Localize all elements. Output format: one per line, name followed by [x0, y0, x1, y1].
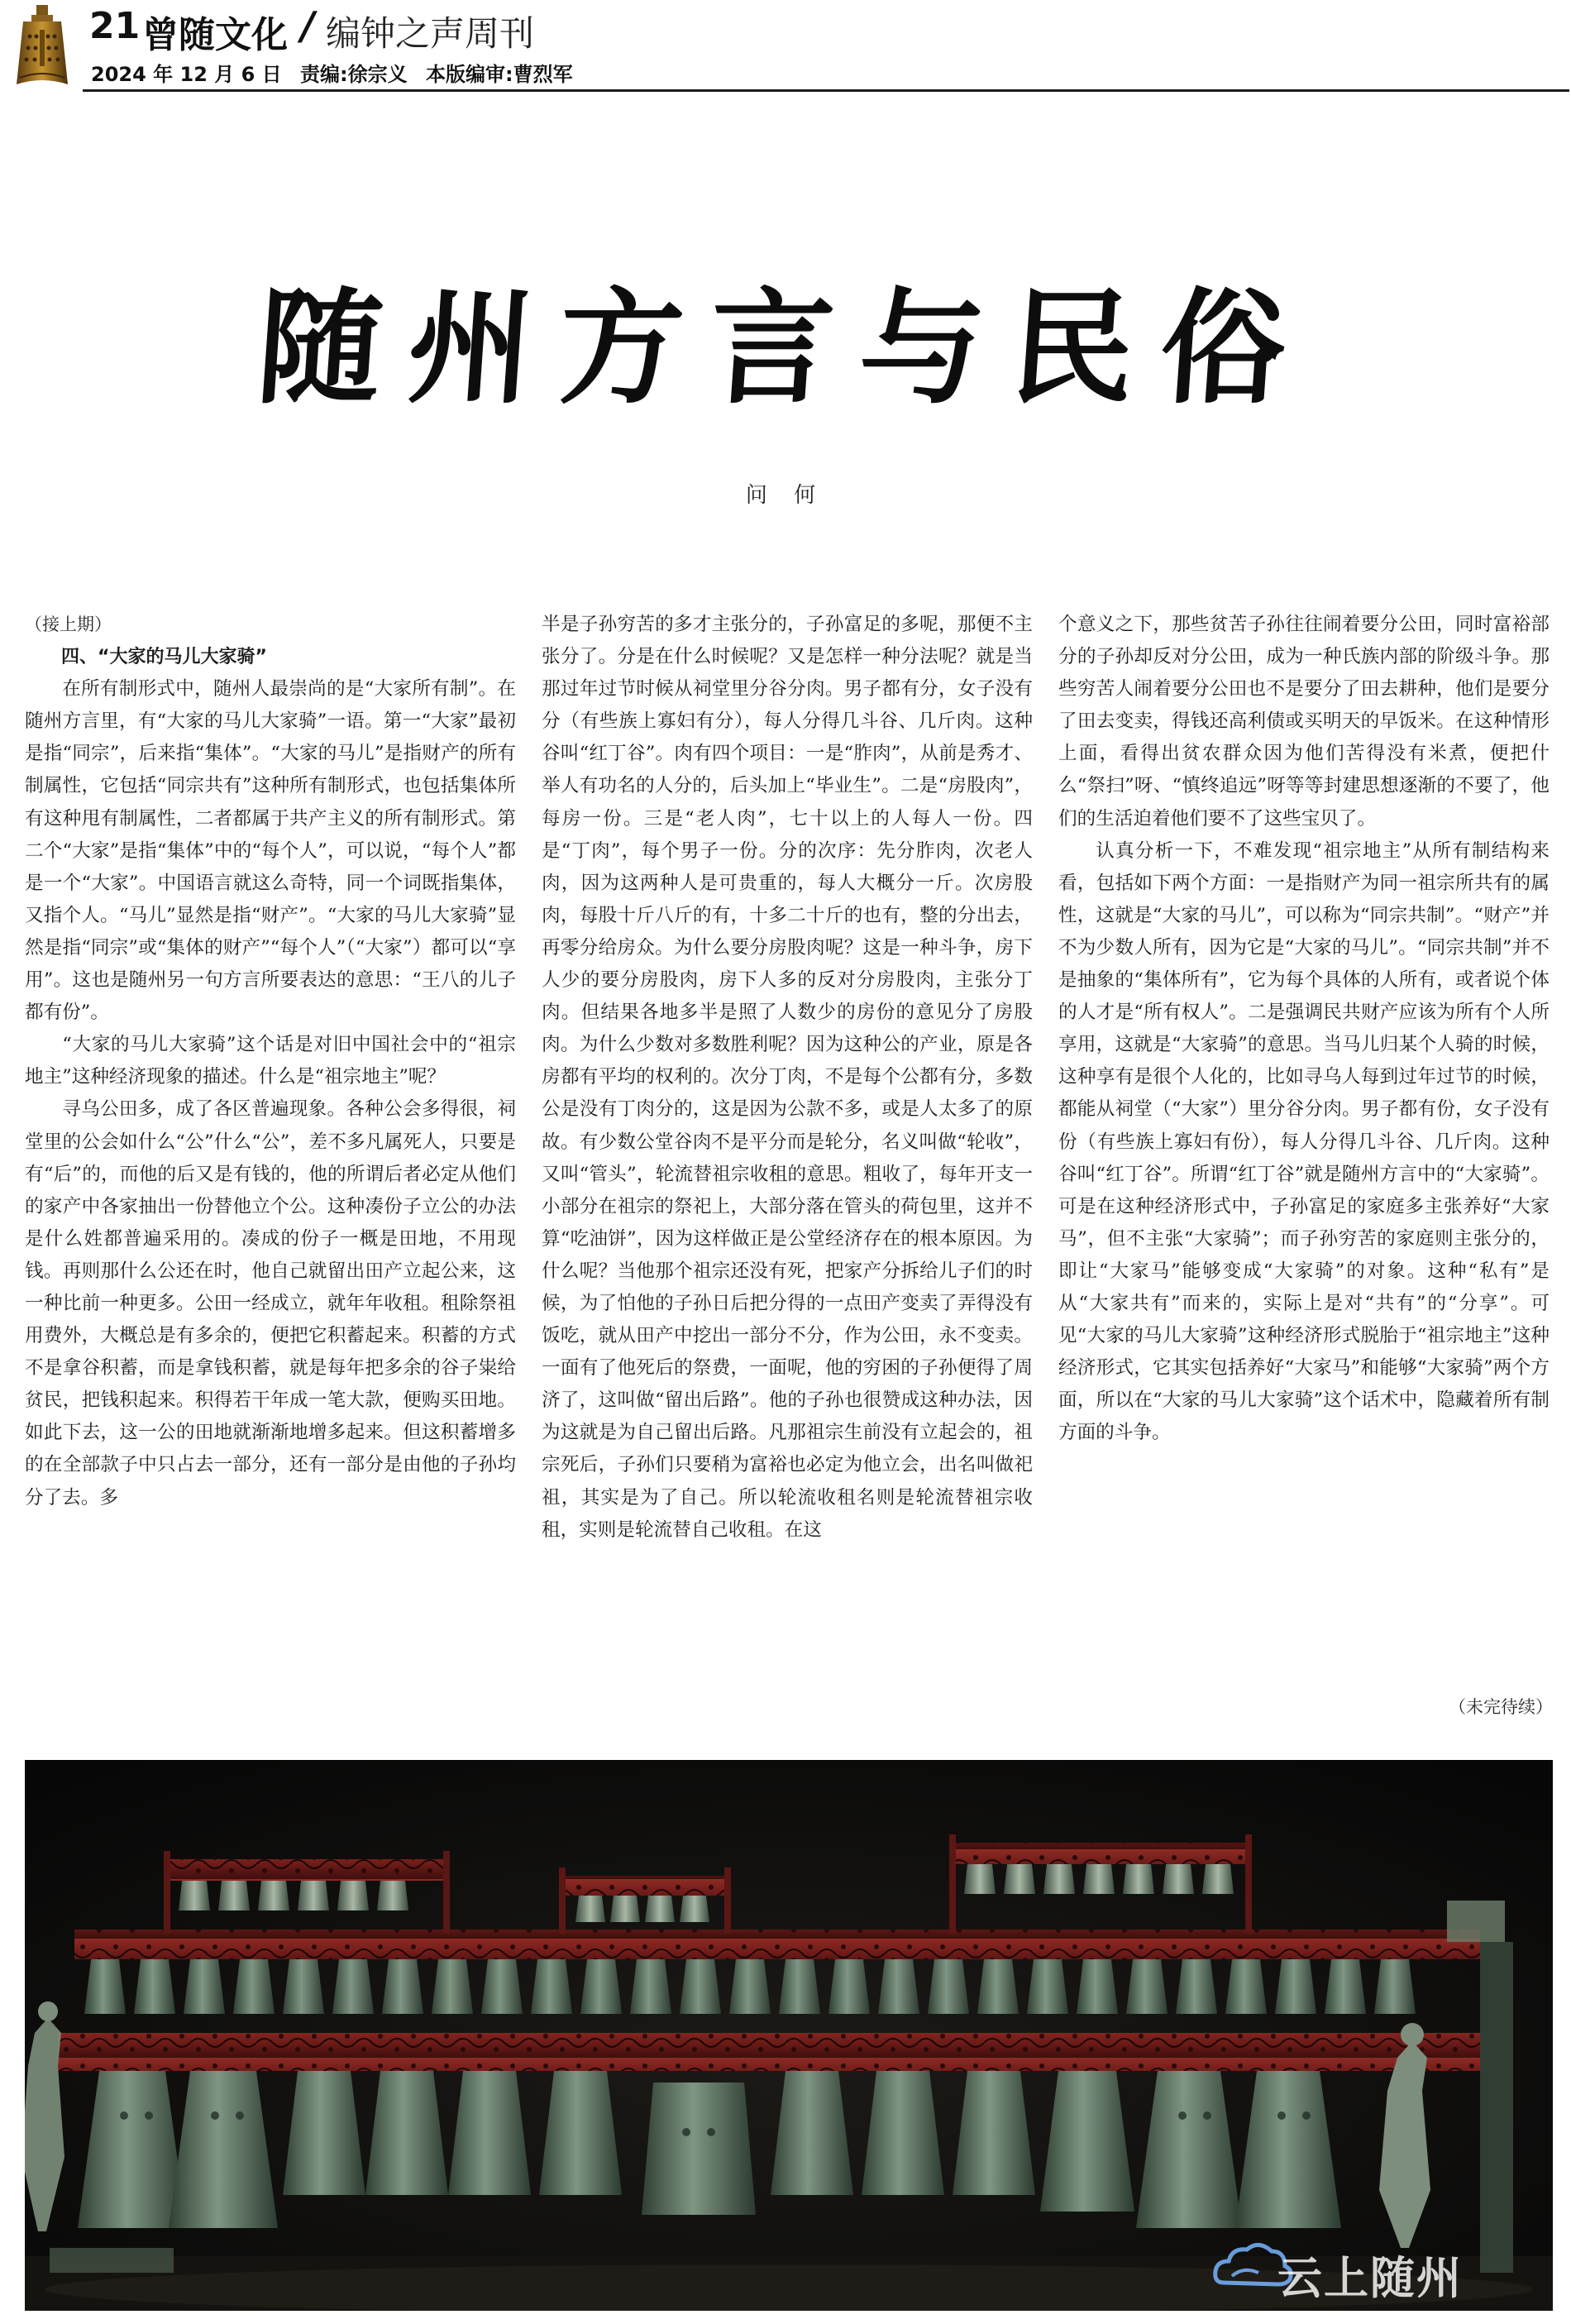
- paragraph: 在所有制形式中，随州人最崇尚的是“大家所有制”。在随州方言里，有“大家的马儿大家骑”一语。第一“大家”最初是指“同宗”，后来指“集体”。“大家的马儿”是指财产的所有制属性，它包括“同宗共有”这种所有制形式，也包括集体所有这种甩有制属性，二者都属于共产主义的所有制形式。第二个“大家”是指“集体”中的“每个人”，可以说，“每个人”都是一个“大家”。中国语言就这么奇特，同一个词既指集体，又指个人。“马儿”显然是指“财产”。“大家的马儿大家骑”显然是指“同宗”或“集体的财产”“每个人”（“大家”）都可以“享用”。这也是随州另一句方言所要表达的意思：“王八的儿子都有份”。: [25, 678, 516, 1024]
- weekly-name: 编钟之声周刊: [326, 13, 535, 54]
- paragraph: 个意义之下，那些贫苦子孙往往闹着要分公田，同时富裕部分的子孙却反对分公田，成为一种氏族内部的阶级斗争。那些穷苦人闹着要分公田也不是要分了田去耕种，他们是要分了田去变卖，得钱还高利债或买明天的早饭米。在这种情形上面，看得出贫农群众因为他们苦得没有米煮，便把什么“祭扫”呀、“慎终追远”呀等等封建思想逐渐的不要了，他们的生活迫着他们要不了这些宝贝了。: [1058, 614, 1550, 830]
- masthead-rule: [83, 89, 1569, 92]
- section-name: 曾随文化: [142, 14, 288, 56]
- paragraph: 认真分析一下，不难发现“祖宗地主”从所有制结构来看，包括如下两个方面：一是指财产为同一祖宗所共有的属性，这就是“大家的马儿”，可以称为“同宗共制”。“财产”并不为少数人所有，因为它是“大家的马儿”。“同宗共制”并不是抽象的“集体所有”，它为每个具体的人所有，或者说个体的人才是“所有权人”。二是强调民共财产应该为所有个人所享用，这就是“大家骑”的意思。当马儿归某个人骑的时候，这种享有是很个人化的，比如寻乌人每到过年过节的时候，都能从祠堂（“大家”）里分谷分肉。男子都有份，女子没有份（有些族上寡妇有份），每人分得几斗谷、几斤肉。这种谷叫“红丁谷”。所谓“红丁谷”就是随州方言中的“大家骑”。可是在这种经济形式中，子孙富足的家庭多主张养好“大家马”，但不主张“大家骑”；而子孙穷苦的家庭则主张分的，即让“大家马”能够变成“大家骑”的对象。这种“私有”是从“大家共有”而来的，实际上是对“共有”的“分享”。可见“大家的马儿大家骑”这种经济形式脱胎于“祖宗地主”这种经济形式，它其实包括养好“大家马”和能够“大家骑”两个方面，所以在“大家的马儿大家骑”这个话术中，隐藏着所有制方面的斗争。: [1058, 839, 1550, 1444]
- paragraph: 寻乌公田多，成了各区普遍现象。各种公会多得很，祠堂里的公会如什么“公”什么“公”，差不多凡属死人，只要是有“后”的，而他的后又是有钱的，他的所谓后者必定从他们的家产中各家抽出一份替他立个公。这种凑份子立公的办法是什么姓都普遍采用的。凑成的份子一概是田地，不用现钱。再则那什么公还在时，他自己就留出田产立起公来，这一种比前一种更多。公田一经成立，就年年收租。租除祭祖用费外，大概总是有多余的，便把它积蓄起来。积蓄的方式不是拿谷积蓄，而是拿钱积蓄，就是每年把多余的谷子粜给贫民，把钱积起来。积得若干年成一笔大款，便购买田地。如此下去，这一公的田地就渐渐地增多起来。但这积蓄增多的在全部款子中只占去一部分，还有一部分是由他的子孙均分了去。多: [25, 1098, 516, 1509]
- bell-logo-icon: [8, 3, 76, 91]
- paragraph: 半是子孙穷苦的多才主张分的，子孙富足的多呢，那便不主张分了。分是在什么时候呢？又是怎样一种分法呢？就是当那过年过节时候从祠堂里分谷分肉。男子都有分，女子没有分（有些族上寡妇有分），每人分得几斗谷、几斤肉。这种谷叫“红丁谷”。肉有四个项目：一是“胙肉”，从前是秀才、举人有功名的人分的，后头加上“毕业生”。二是“房股肉”，每房一份。三是“老人肉”，七十以上的人每人一份。四是“丁肉”，每个男子一份。分的次序：先分胙肉，次老人肉，因为这两种人是可贵重的，每人大概分一斤。次房股肉，每股十斤八斤的有，十多二十斤的也有，整的分出去，再零分给房众。为什么要分房股肉呢？这是一种斗争，房下人少的要分房股肉，房下人多的反对分房股肉，主张分丁肉。但结果各地多半是照了人数少的房份的意见分了房股肉。为什么少数对多数胜利呢？因为这种公的产业，原是各房都有平均的权利的。次分丁肉，不是每个公都有分，多数公是没有丁肉分的，这是因为公款不多，或是人太多了的原故。有少数公堂谷肉不是平分而是轮分，名义叫做“轮收”，又叫“管头”，轮流替祖宗收租的意思。粗收了，每年开支一小部分在祖宗的祭祀上，大部分落在管头的荷包里，这并不算“吃油饼”，因为这样做正是公堂经济存在的根本原因。为什么呢？当他那个祖宗还没有死，把家产分拆给儿子们的时候，为了怕他的子孙日后把分得的一点田产变卖了弄得没有饭吃，就从田产中挖出一部分不分，作为公田，永不变卖。一面有了他死后的祭费，一面呢，他的穷困的子孙便得了周济了，这叫做“留出后路”。他的子孙也很赞成这种办法，因为这就是为自己留出后路。凡那祖宗生前没有立起会的，祖宗死后，子孙们只要稍为富裕也必定为他立会，出名叫做祀祖，其实是为了自己。所以轮流收租名则是轮流替祖宗收租，实则是轮流替自己收租。在这: [542, 614, 1033, 1541]
- paragraph: “大家的马儿大家骑”这个话是对旧中国社会中的“祖宗地主”这种经济现象的描述。什么是“祖宗地主”呢？: [25, 1034, 516, 1088]
- continued-from-label: （接上期）: [25, 614, 112, 634]
- page-number: 21: [89, 5, 141, 47]
- masthead-slash: /: [301, 3, 315, 48]
- article-column-1: [25, 609, 516, 1514]
- reviewer-credit: 本版编审:曹烈军: [426, 63, 573, 86]
- issue-date: 2024 年 12 月 6 日: [91, 63, 282, 86]
- article-author: 问 何: [745, 483, 826, 508]
- to-be-continued-label: （未完待续）: [1449, 1697, 1553, 1717]
- masthead: [0, 0, 1571, 95]
- article-title: 随州方言与民俗: [252, 275, 1317, 421]
- editor-credit: 责编:徐宗义: [300, 63, 408, 86]
- article-column-2: [542, 609, 1033, 1547]
- section-subheading: 四、“大家的马儿大家骑”: [61, 647, 267, 668]
- chime-bells-photo: [25, 1760, 1553, 2311]
- watermark-text: 云上随州: [1277, 2252, 1463, 2304]
- issue-meta: [91, 58, 585, 87]
- article-column-3: [1058, 609, 1550, 1449]
